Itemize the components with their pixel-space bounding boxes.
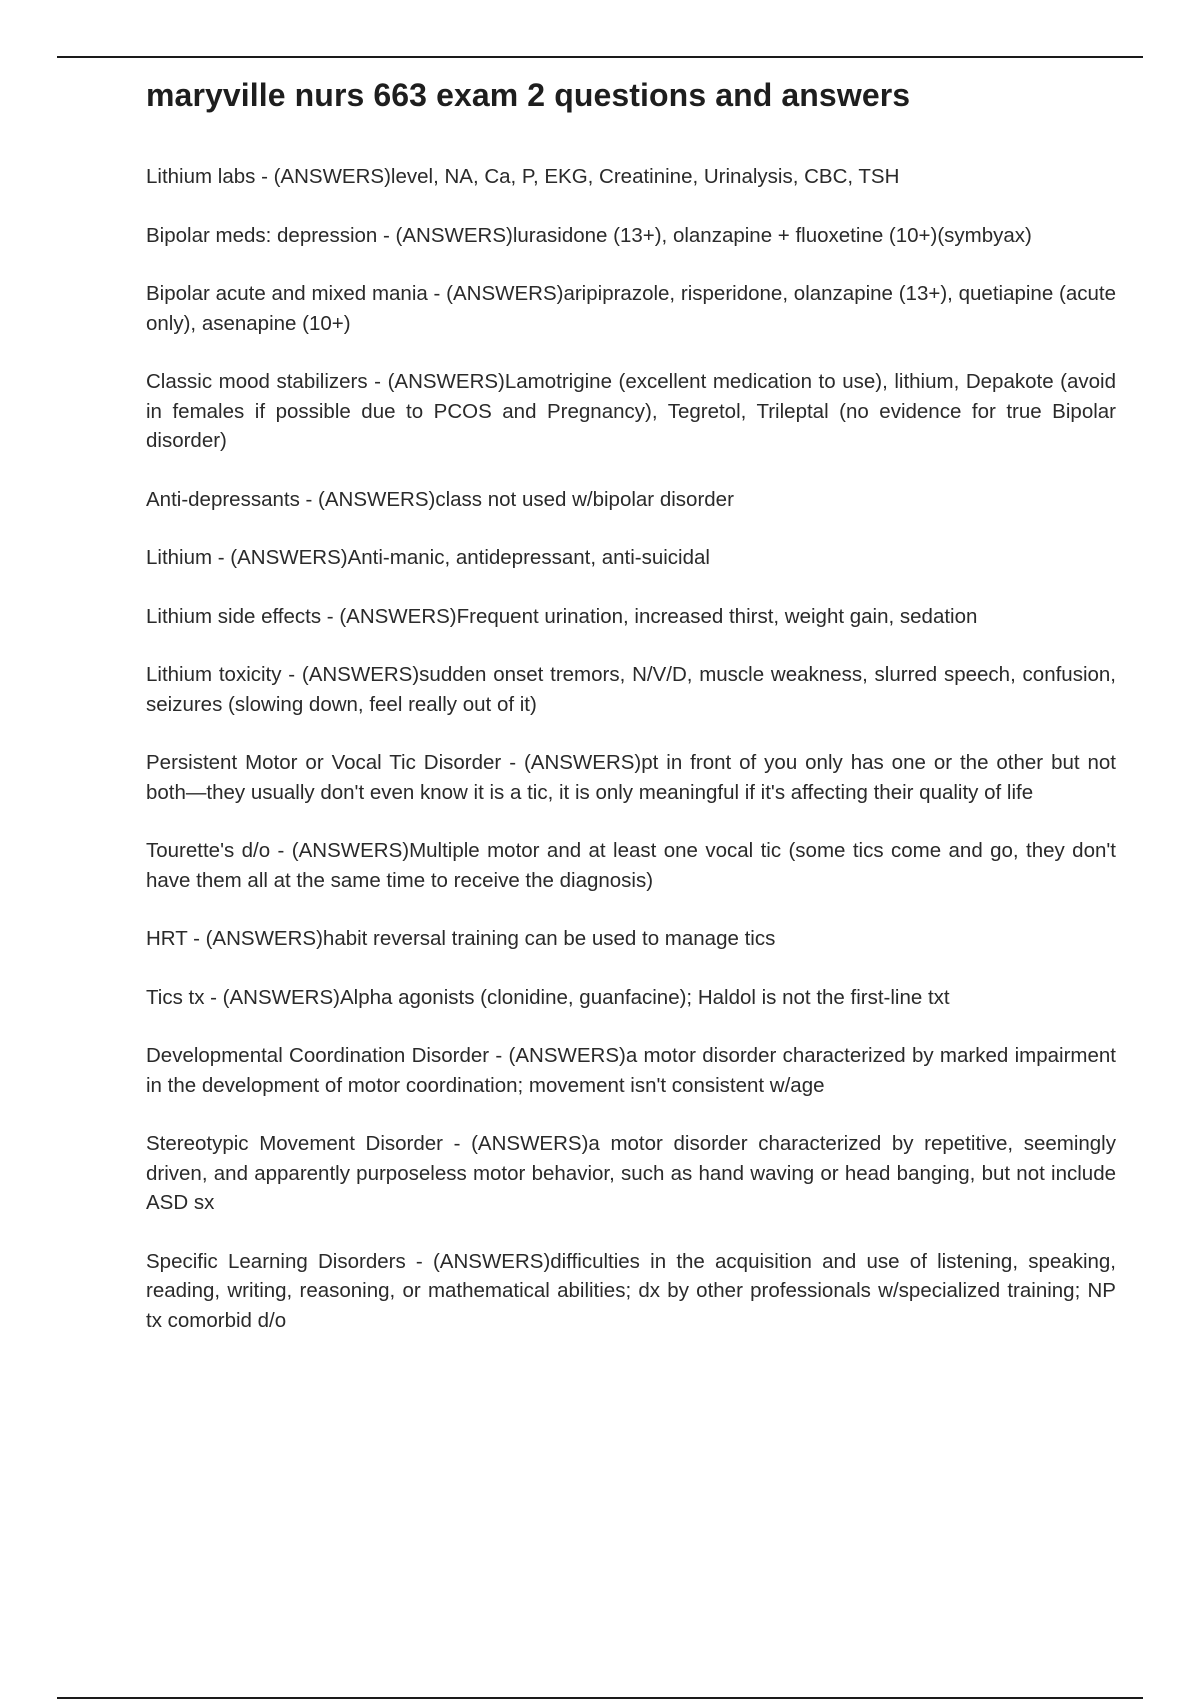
qa-item: HRT - (ANSWERS)habit reversal training can be used to manage tics — [146, 927, 776, 950]
qa-item: Stereotypic Movement Disorder - (ANSWERS)a motor disorder characterized by repetitive, seemingly driven, and apparently purposeless motor behavior, such as hand waving or head banging, but not include ASD sx — [146, 1132, 1116, 1214]
qa-item: Tourette's d/o - (ANSWERS)Multiple motor and at least one vocal tic (some tics come and go, they don't have them all at the same time to receive the diagnosis) — [146, 839, 1116, 892]
qa-item: Tics tx - (ANSWERS)Alpha agonists (clonidine, guanfacine); Haldol is not the first-line txt — [146, 985, 950, 1009]
qa-item: Specific Learning Disorders - (ANSWERS)difficulties in the acquisition and use of listening, speaking, reading, writing, reasoning, or mathematical abilities; dx by other professionals w/specialized training; NP tx comorbid d/o — [146, 1249, 1116, 1332]
document-title: maryville nurs 663 exam 2 questions and answers — [146, 77, 911, 113]
qa-item: Developmental Coordination Disorder - (ANSWERS)a motor disorder characterized by marked impairment in the development of motor coordination; movement isn't consistent w/age — [146, 1044, 1116, 1097]
bottom-divider — [57, 1697, 1143, 1699]
qa-list — [146, 162, 1116, 1335]
qa-item: Anti-depressants - (ANSWERS)class not used w/bipolar disorder — [146, 487, 734, 511]
qa-item: Classic mood stabilizers - (ANSWERS)Lamotrigine (excellent medication to use), lithium, Depakote (avoid in females if possible due to PCOS and Pregnancy), Tegretol, Trileptal (no evidence for true Bipolar disorder) — [146, 370, 1116, 452]
qa-item: Lithium side effects - (ANSWERS)Frequent urination, increased thirst, weight gain, sedation — [146, 604, 978, 628]
qa-item: Lithium toxicity - (ANSWERS)sudden onset tremors, N/V/D, muscle weakness, slurred speech, confusion, seizures (slowing down, feel really out of it) — [146, 663, 1116, 716]
qa-item: Lithium labs - (ANSWERS)level, NA, Ca, P, EKG, Creatinine, Urinalysis, CBC, TSH — [146, 165, 900, 188]
qa-item: Bipolar acute and mixed mania - (ANSWERS)aripiprazole, risperidone, olanzapine (13+), quetiapine (acute only), asenapine (10+) — [146, 282, 1116, 335]
document-body — [146, 72, 1116, 1335]
top-divider — [57, 56, 1143, 58]
qa-item: Bipolar meds: depression - (ANSWERS)lurasidone (13+), olanzapine + fluoxetine (10+)(symbyax) — [146, 223, 1032, 247]
qa-item: Lithium - (ANSWERS)Anti-manic, antidepressant, anti-suicidal — [146, 546, 710, 569]
qa-item: Persistent Motor or Vocal Tic Disorder - (ANSWERS)pt in front of you only has one or the other but not both—they usually don't even know it is a tic, it is only meaningful if it's affecting their quality of life — [146, 751, 1116, 804]
